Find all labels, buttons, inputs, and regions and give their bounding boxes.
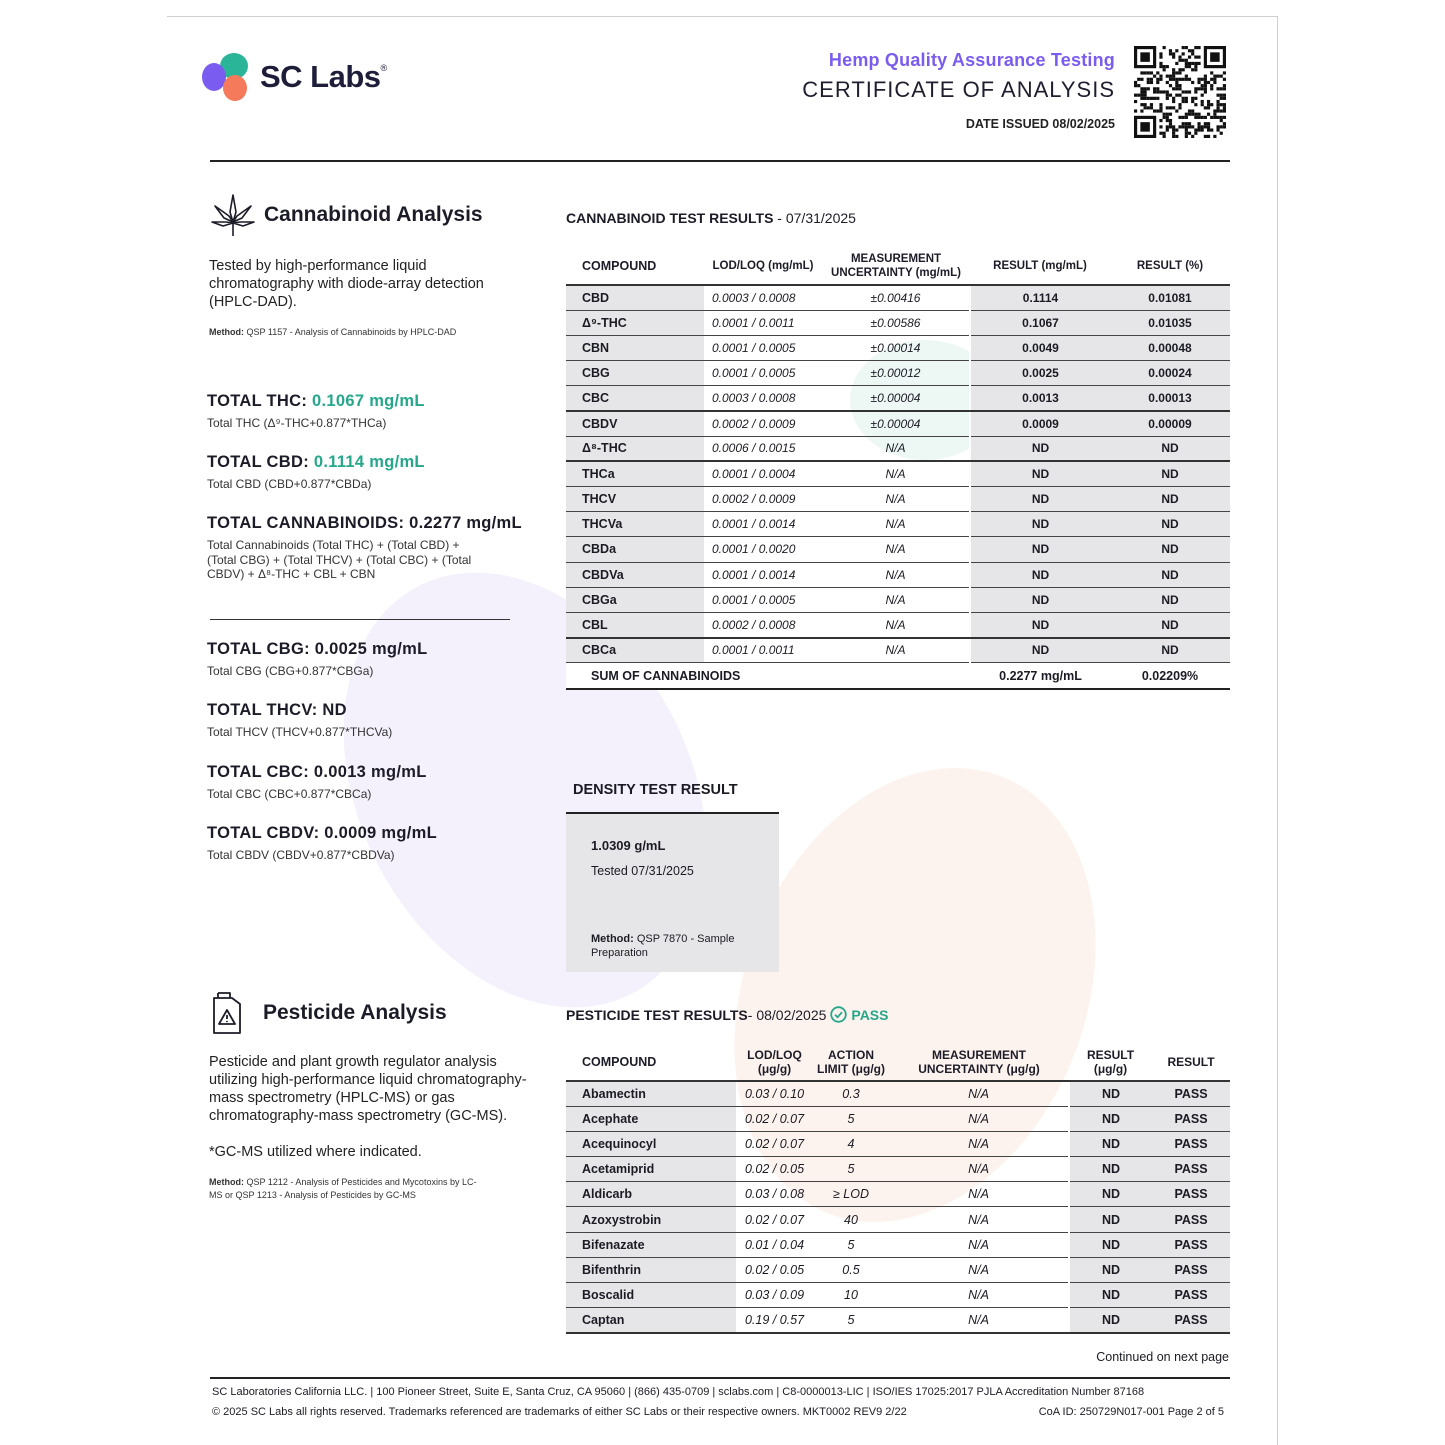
footer-address: SC Laboratories California LLC. | 100 Pioneer Street, Suite E, Santa Cruz, CA 95060 | (866) 435-0709 | sclabs.com | C8-0000013-LIC | ISO/IES 17025:2017 PJLA Accreditation Number 87168	[212, 1386, 1145, 1398]
cannabis-leaf-icon	[210, 192, 256, 238]
pesticide-row	[566, 1131, 1230, 1156]
table-cell: ND	[970, 461, 1110, 486]
cannabinoid-row	[566, 461, 1230, 486]
table-cell: N/A	[822, 487, 970, 512]
cannabinoid-row	[566, 512, 1230, 537]
table-cell: ND	[1069, 1283, 1152, 1308]
table-cell: 0.0001 / 0.0005	[704, 335, 822, 360]
table-cell: 5	[813, 1106, 889, 1131]
table-cell: 0.02 / 0.07	[736, 1207, 813, 1232]
continued-note: Continued on next page	[1096, 1350, 1229, 1364]
col-header: RESULT (μg/g)	[1069, 1043, 1152, 1081]
table-cell: ND	[1069, 1207, 1152, 1232]
table-cell: 0.0013	[970, 386, 1110, 411]
table-cell: 5	[813, 1157, 889, 1182]
table-cell: 0.03 / 0.10	[736, 1081, 813, 1106]
table-cell: PASS	[1152, 1207, 1230, 1232]
table-cell: CBL	[566, 612, 704, 637]
table-cell: 0.5	[813, 1257, 889, 1282]
pesticide-title: Pesticide Analysis	[263, 1001, 447, 1024]
table-cell: PASS	[1152, 1106, 1230, 1131]
table-cell: ND	[1110, 587, 1230, 612]
table-cell: 0.01081	[1110, 285, 1230, 310]
pesticide-row	[566, 1207, 1230, 1232]
date-issued: DATE ISSUED 08/02/2025	[965, 117, 1115, 131]
density-tested-date: Tested 07/31/2025	[591, 864, 694, 878]
table-cell: 0.0001 / 0.0004	[704, 461, 822, 486]
table-cell: 0.0001 / 0.0014	[704, 512, 822, 537]
col-header: LOD/LOQ (mg/mL)	[704, 248, 822, 285]
table-cell: PASS	[1152, 1157, 1230, 1182]
table-cell: 4	[813, 1131, 889, 1156]
cannabinoid-row	[566, 361, 1230, 386]
cannabinoid-row	[566, 386, 1230, 411]
table-cell: ND	[970, 487, 1110, 512]
header-divider	[210, 160, 1230, 162]
col-header: MEASUREMENT UNCERTAINTY (μg/g)	[889, 1043, 1069, 1081]
cannabinoid-row	[566, 487, 1230, 512]
pesticide-row	[566, 1257, 1230, 1282]
pesticide-row	[566, 1182, 1230, 1207]
table-cell: PASS	[1152, 1182, 1230, 1207]
table-cell: Acequinocyl	[566, 1131, 736, 1156]
sum-cell: 0.2277 mg/mL	[970, 663, 1110, 689]
cannabinoid-results-table	[566, 248, 1230, 690]
cannabinoid-row	[566, 436, 1230, 461]
cannabinoid-row	[566, 335, 1230, 360]
total-cannabinoids: TOTAL CANNABINOIDS: 0.2277 mg/mL Total Cannabinoids (Total THC) + (Total CBD) + (Total CBG) + (Total THCV) + (Total CBC) + (Total CBDV) + Δ⁸-THC + CBL + CBN	[207, 514, 522, 581]
table-cell: ND	[1069, 1157, 1152, 1182]
table-cell: ND	[1069, 1106, 1152, 1131]
table-cell: 0.1067	[970, 310, 1110, 335]
table-cell: ND	[1069, 1257, 1152, 1282]
pesticide-row	[566, 1081, 1230, 1106]
table-cell: 0.0049	[970, 335, 1110, 360]
table-cell: Acephate	[566, 1106, 736, 1131]
table-cell: Bifenthrin	[566, 1257, 736, 1282]
table-cell: ND	[970, 638, 1110, 663]
table-cell: 0.02 / 0.05	[736, 1257, 813, 1282]
table-cell: ±0.00014	[822, 335, 970, 360]
sc-labs-logo	[202, 53, 387, 101]
table-cell: 10	[813, 1283, 889, 1308]
table-cell: 40	[813, 1207, 889, 1232]
table-cell: ND	[1110, 612, 1230, 637]
header-titles	[802, 50, 1115, 131]
col-header: COMPOUND	[566, 248, 704, 285]
table-cell: 0.0001 / 0.0011	[704, 310, 822, 335]
pesticide-method: Method: QSP 1212 - Analysis of Pesticides and Mycotoxins by LC-MS or QSP 1213 - Analysis of Pesticides by GC-MS	[209, 1177, 477, 1200]
total-cbdv: TOTAL CBDV: 0.0009 mg/mL Total CBDV (CBDV+0.877*CBDVa)	[207, 824, 438, 862]
pesticide-row	[566, 1232, 1230, 1257]
table-cell: N/A	[889, 1131, 1069, 1156]
table-cell: 0.02 / 0.07	[736, 1106, 813, 1131]
table-cell: N/A	[889, 1106, 1069, 1131]
table-cell: 0.00024	[1110, 361, 1230, 386]
table-cell: N/A	[822, 436, 970, 461]
pesticide-bottle-icon	[210, 990, 244, 1036]
table-cell: 0.1114	[970, 285, 1110, 310]
table-cell: ≥ LOD	[813, 1182, 889, 1207]
table-cell: N/A	[889, 1283, 1069, 1308]
col-header: RESULT (%)	[1110, 248, 1230, 285]
table-cell: 0.0001 / 0.0014	[704, 562, 822, 587]
table-cell: ND	[1069, 1232, 1152, 1257]
table-cell: ND	[1110, 487, 1230, 512]
table-cell: CBG	[566, 361, 704, 386]
table-cell: CBN	[566, 335, 704, 360]
table-cell: 0.0001 / 0.0005	[704, 587, 822, 612]
cannabinoid-results-title: CANNABINOID TEST RESULTS - 07/31/2025	[566, 210, 856, 226]
cannabinoid-row	[566, 612, 1230, 637]
table-cell: CBDVa	[566, 562, 704, 587]
pesticide-section-header	[210, 990, 447, 1036]
table-cell: 0.00048	[1110, 335, 1230, 360]
table-cell: N/A	[822, 512, 970, 537]
total-thc: TOTAL THC: 0.1067 mg/mL Total THC (Δ⁹-THC+0.877*THCa)	[207, 392, 425, 430]
table-cell: THCVa	[566, 512, 704, 537]
pesticide-row	[566, 1157, 1230, 1182]
table-cell: ND	[1110, 461, 1230, 486]
table-cell: Abamectin	[566, 1081, 736, 1106]
table-cell: 0.3	[813, 1081, 889, 1106]
table-cell: 0.00013	[1110, 386, 1230, 411]
density-title: DENSITY TEST RESULT	[573, 782, 738, 798]
table-cell: CBCa	[566, 638, 704, 663]
pesticide-results-table	[566, 1043, 1230, 1334]
table-cell: 0.03 / 0.08	[736, 1182, 813, 1207]
gcms-note: *GC-MS utilized where indicated.	[209, 1144, 422, 1160]
table-cell: N/A	[822, 638, 970, 663]
table-cell: 0.00009	[1110, 411, 1230, 436]
table-cell: ND	[970, 562, 1110, 587]
header-title: CERTIFICATE OF ANALYSIS	[802, 77, 1115, 102]
table-cell: N/A	[822, 562, 970, 587]
table-cell: ND	[970, 537, 1110, 562]
left-divider	[210, 619, 510, 620]
table-cell: 0.01035	[1110, 310, 1230, 335]
table-cell: 5	[813, 1232, 889, 1257]
table-cell: PASS	[1152, 1131, 1230, 1156]
footer-copyright: © 2025 SC Labs all rights reserved. Trademarks referenced are trademarks of either SC Labs or their respective owners. MKT0002 REV9 2/22	[212, 1406, 907, 1418]
table-cell: N/A	[889, 1207, 1069, 1232]
table-cell: ND	[1069, 1182, 1152, 1207]
sum-cell: 0.02209%	[1110, 663, 1230, 689]
table-cell: ND	[970, 587, 1110, 612]
table-cell: N/A	[822, 461, 970, 486]
cannabinoid-row	[566, 310, 1230, 335]
table-cell: 0.0002 / 0.0009	[704, 487, 822, 512]
pesticide-row	[566, 1106, 1230, 1131]
table-cell: ND	[1069, 1081, 1152, 1106]
table-cell: ±0.00004	[822, 386, 970, 411]
pesticide-row	[566, 1283, 1230, 1308]
table-cell: 0.0001 / 0.0020	[704, 537, 822, 562]
logo-mark-icon	[202, 53, 250, 101]
total-cbd: TOTAL CBD: 0.1114 mg/mL Total CBD (CBD+0.877*CBDa)	[207, 453, 425, 491]
header-subtitle: Hemp Quality Assurance Testing	[828, 50, 1115, 70]
table-cell: PASS	[1152, 1081, 1230, 1106]
table-cell: Δ⁹-THC	[566, 310, 704, 335]
table-cell: Captan	[566, 1308, 736, 1333]
coa-id-page: CoA ID: 250729N017-001 Page 2 of 5	[1038, 1406, 1224, 1418]
table-cell: 0.01 / 0.04	[736, 1232, 813, 1257]
table-cell: 0.0002 / 0.0009	[704, 411, 822, 436]
cannabinoid-section-header	[210, 192, 483, 238]
density-value: 1.0309 g/mL	[591, 838, 666, 853]
table-cell: ±0.00004	[822, 411, 970, 436]
cannabinoid-row	[566, 587, 1230, 612]
table-cell: ND	[970, 612, 1110, 637]
table-cell: ND	[1110, 537, 1230, 562]
table-cell: 0.03 / 0.09	[736, 1283, 813, 1308]
table-cell: Azoxystrobin	[566, 1207, 736, 1232]
registered-mark: ®	[380, 63, 387, 73]
table-cell: 0.0025	[970, 361, 1110, 386]
col-header: ACTION LIMIT (μg/g)	[813, 1043, 889, 1081]
pesticide-results-title: PESTICIDE TEST RESULTS - 08/02/2025 PASS	[566, 1006, 889, 1023]
table-cell: 0.0001 / 0.0011	[704, 638, 822, 663]
qr-code-icon[interactable]	[1134, 46, 1226, 138]
table-cell: N/A	[822, 537, 970, 562]
table-cell: CBDa	[566, 537, 704, 562]
table-cell: ND	[1069, 1308, 1152, 1333]
table-cell: 5	[813, 1308, 889, 1333]
cannabinoid-title: Cannabinoid Analysis	[264, 203, 483, 226]
total-cbg: TOTAL CBG: 0.0025 mg/mL Total CBG (CBG+0.877*CBGa)	[207, 640, 428, 678]
pass-badge: PASS	[830, 1006, 888, 1023]
table-cell: 0.0003 / 0.0008	[704, 386, 822, 411]
cannabinoid-row	[566, 537, 1230, 562]
cannabinoid-row	[566, 411, 1230, 436]
table-cell: N/A	[889, 1257, 1069, 1282]
density-method: Method: QSP 7870 - Sample Preparation	[591, 933, 735, 959]
table-cell: CBGa	[566, 587, 704, 612]
table-cell: ND	[1110, 638, 1230, 663]
footer-divider	[210, 1377, 1230, 1379]
pesticide-row	[566, 1308, 1230, 1333]
table-cell: PASS	[1152, 1232, 1230, 1257]
table-cell: ND	[1110, 512, 1230, 537]
total-cbc: TOTAL CBC: 0.0013 mg/mL Total CBC (CBC+0.877*CBCa)	[207, 763, 427, 801]
table-cell: 0.0001 / 0.0005	[704, 361, 822, 386]
table-cell: N/A	[822, 612, 970, 637]
table-cell: Boscalid	[566, 1283, 736, 1308]
table-cell: THCV	[566, 487, 704, 512]
table-cell: CBDV	[566, 411, 704, 436]
table-cell: Aldicarb	[566, 1182, 736, 1207]
col-header: RESULT (mg/mL)	[970, 248, 1110, 285]
table-cell: 0.0009	[970, 411, 1110, 436]
table-cell: N/A	[889, 1081, 1069, 1106]
col-header: RESULT	[1152, 1043, 1230, 1081]
check-circle-icon	[830, 1006, 847, 1023]
pesticide-description: Pesticide and plant growth regulator analysis utilizing high-performance liquid chromatography-mass spectrometry (HPLC-MS) or gas chromatography-mass spectrometry (GC-MS).	[209, 1054, 527, 1124]
table-cell: N/A	[889, 1308, 1069, 1333]
brand-name: SC Labs	[260, 59, 381, 94]
table-cell: ND	[1110, 436, 1230, 461]
cannabinoid-row	[566, 638, 1230, 663]
table-cell: 0.02 / 0.05	[736, 1157, 813, 1182]
table-cell: Bifenazate	[566, 1232, 736, 1257]
table-cell: N/A	[889, 1182, 1069, 1207]
table-cell: ND	[970, 512, 1110, 537]
cannabinoid-row	[566, 285, 1230, 310]
table-cell: Δ⁸-THC	[566, 436, 704, 461]
col-header: COMPOUND	[566, 1043, 736, 1081]
table-cell: CBC	[566, 386, 704, 411]
cannabinoid-row	[566, 562, 1230, 587]
table-cell: PASS	[1152, 1283, 1230, 1308]
table-cell: 0.0002 / 0.0008	[704, 612, 822, 637]
table-cell: 0.19 / 0.57	[736, 1308, 813, 1333]
table-cell: N/A	[889, 1232, 1069, 1257]
table-cell: CBD	[566, 285, 704, 310]
table-cell: 0.0003 / 0.0008	[704, 285, 822, 310]
table-cell: ±0.00416	[822, 285, 970, 310]
col-header: LOD/LOQ (μg/g)	[736, 1043, 813, 1081]
table-cell: ±0.00586	[822, 310, 970, 335]
table-cell: ND	[1110, 562, 1230, 587]
table-cell: Acetamiprid	[566, 1157, 736, 1182]
table-cell: ND	[1069, 1131, 1152, 1156]
table-cell: ND	[970, 436, 1110, 461]
table-cell: PASS	[1152, 1257, 1230, 1282]
table-cell: 0.02 / 0.07	[736, 1131, 813, 1156]
col-header: MEASUREMENT UNCERTAINTY (mg/mL)	[822, 248, 970, 285]
cannabinoid-method: Method: QSP 1157 - Analysis of Cannabinoids by HPLC-DAD	[209, 327, 457, 337]
table-cell: THCa	[566, 461, 704, 486]
sum-cell: SUM OF CANNABINOIDS	[566, 663, 970, 689]
table-cell: N/A	[889, 1157, 1069, 1182]
total-thcv: TOTAL THCV: ND Total THCV (THCV+0.877*THCVa)	[207, 701, 393, 739]
table-cell: PASS	[1152, 1308, 1230, 1333]
table-cell: 0.0006 / 0.0015	[704, 436, 822, 461]
table-cell: N/A	[822, 587, 970, 612]
table-cell: ±0.00012	[822, 361, 970, 386]
cannabinoid-description: Tested by high-performance liquid chromatography with diode-array detection (HPLC-DAD).	[209, 258, 484, 310]
density-result-box	[566, 812, 779, 972]
sum-row	[566, 663, 1230, 689]
